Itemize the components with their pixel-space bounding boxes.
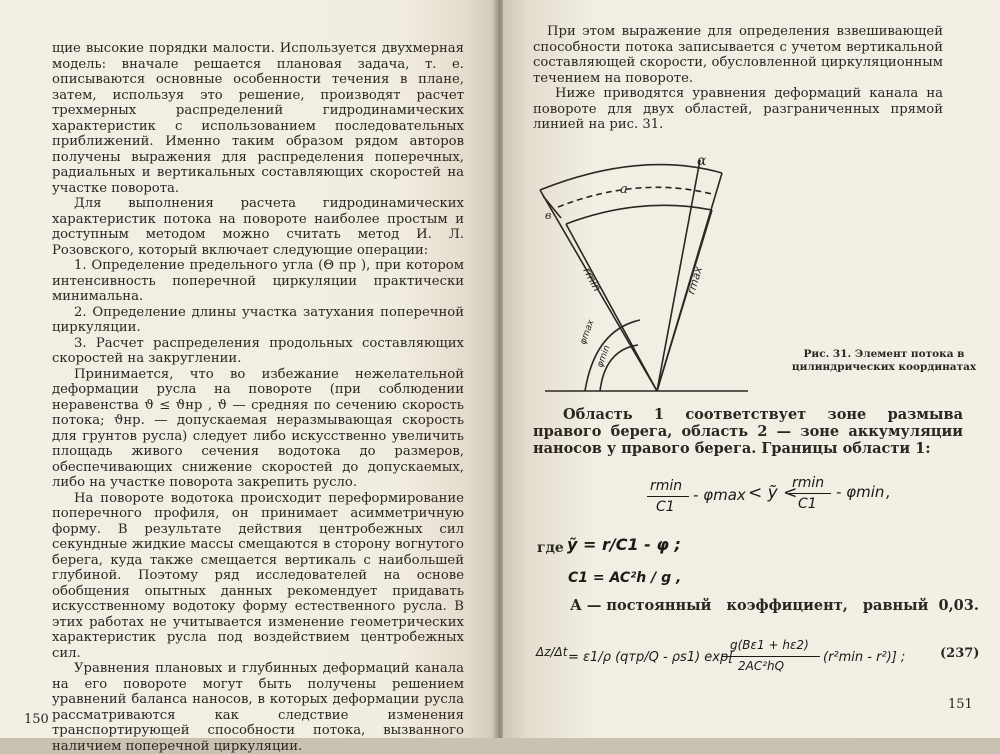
page-number-left: 150 xyxy=(24,712,49,727)
label-b-width: в xyxy=(545,209,552,222)
list-item: 3. Расчет распределения продольных составляющих скоростей на закруглении. xyxy=(52,335,464,366)
paragraph: щие высокие порядки малости. Используется двухмерная модель: вначале решается плановая задача, т. е. описываются основные особенности течения в плане, затем, используя это решение, производят расчет трехмерных распределений гидродинамических характеристик с использованием последовательных приближений. Именно таким образом рядом авторов получены выражения для распределения поперечных, радиальных и вертикальных составляющих скоростей на участке поворота. xyxy=(52,41,464,196)
figure-caption: Рис. 31. Элемент потока в цилиндрических координатах xyxy=(791,348,977,373)
fraction-num: rmin xyxy=(650,478,683,494)
fraction-num: rmin xyxy=(792,475,825,491)
eq-exp-num: g(Bε1 + hε2) xyxy=(730,638,809,652)
paragraph: Уравнения плановых и глубинных деформаций канала на его повороте могут быть получены решением уравнений баланса наносов, в которых деформации русла рассматриваются как следствие изменения транспортирующей способности потока, вызванного наличием поперечной циркуляции. xyxy=(52,661,464,754)
paragraph: Ниже приводятся уравнения деформаций канала на повороте для двух областей, разграниченных прямой линией на рис. 31. xyxy=(533,86,943,132)
paragraph: Принимается, что во избежание нежелательной деформации русла на повороте (при соблюдении неравенства ϑ ≤ ϑнр , ϑ — средняя по сечению скорость потока; ϑнр. — допускаемая неразмывающая скорость для грунтов русла) следует либо искусственно увеличить площадь живого сечения водотока до размеров, обеспечивающих снижение скоростей до допускаемых, либо на участке поворота закрепить русло. xyxy=(52,366,464,490)
minus-phi-min: - φmin xyxy=(836,483,885,501)
c1-formula: C1 = AC²h / g , xyxy=(568,570,682,586)
eq-rhs-start: = ε1/ρ (qтр/Q - ρs1) exp[ xyxy=(568,650,734,665)
paragraph: Для выполнения расчета гидродинамических характеристик потока на повороте наиболее простым и доступным методом можно считать метод И. Л. Розовского, который включает следующие операции: xyxy=(52,196,464,258)
paragraph: На повороте водотока происходит переформирование поперечного профиля, он принимает асимметричную форму. В результате действия центробежных сил секундные жидкие массы смещаются в сторону вогнутого берега, куда также смещается вертикаль с наибольшей глубиной. Поэтому ряд исследователей на основе обобщения опытных данных рекомендует придавать искусственному водотоку форму естественного русла. В этих работах не учитывается изменение геометрических характеристик русла под воздействием центробежных сил. xyxy=(52,490,464,661)
eq-lhs: Δz/Δt xyxy=(536,645,568,659)
where-label: где xyxy=(537,540,564,556)
label-r-min: rmin xyxy=(580,265,604,294)
fraction-den: C1 xyxy=(656,499,675,515)
eq-exp-den: 2AC²hQ xyxy=(738,659,785,673)
label-phi-min: φmin xyxy=(595,344,613,370)
right-radius-inner xyxy=(657,210,712,391)
list-item: 1. Определение предельного угла (Θ пр ), при котором интенсивность поперечной циркуляции практически минимальна. xyxy=(52,258,464,304)
paragraph: Область 1 соответствует зоне размыва правого берега, область 2 — зоне аккумуляции наносов у правого берега. Границы области 1: xyxy=(533,406,963,457)
eq-rhs-end: (r²min - r²)] ; xyxy=(823,650,906,665)
trailing-comma: , xyxy=(886,483,891,501)
label-r-max: rmax xyxy=(684,264,706,296)
label-a-width: a xyxy=(620,182,628,197)
fraction-bar xyxy=(789,493,831,494)
coefficient-line: А — постоянный коэффициент, равный 0,03. xyxy=(570,597,979,614)
list-item: 2. Определение длины участка затухания поперечной циркуляции. xyxy=(52,304,464,335)
page-number-right: 151 xyxy=(948,697,973,712)
less-y-tilde: < ỹ < xyxy=(748,483,798,503)
label-phi-max: φmax xyxy=(578,318,597,347)
equation-number: (237) xyxy=(940,646,980,661)
label-alpha: α xyxy=(697,153,707,169)
paragraph: При этом выражение для определения взвешивающей способности потока записывается с учетом вертикальной составляющей скорости, обусловленной циркуляционным течением на повороте. xyxy=(533,24,943,86)
minus-phi-max: - φmax xyxy=(693,486,746,504)
eq-exp-bar xyxy=(722,656,820,657)
fraction-bar xyxy=(647,496,689,497)
fraction-den: C1 xyxy=(798,496,817,512)
y-tilde-formula: ỹ = r/C1 - φ ; xyxy=(567,535,681,554)
regions-paragraph xyxy=(533,406,963,457)
left-radius-inner xyxy=(566,224,657,391)
